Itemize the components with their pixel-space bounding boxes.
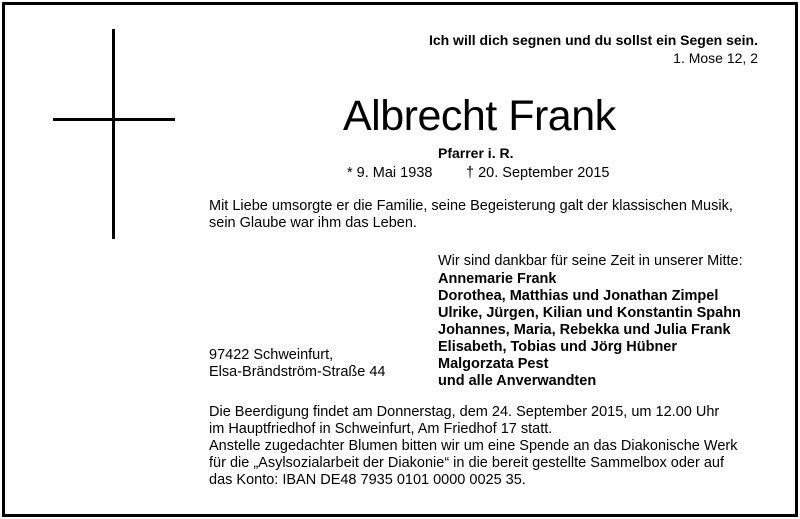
bible-verse: Ich will dich segnen und du sollst ein Segen sein. xyxy=(428,32,758,48)
birth-date: * 9. Mai 1938 xyxy=(347,165,433,181)
funeral-line: für die „Asylsozialarbeit der Diakonie“ in die bereit gestellte Sammelbox oder auf xyxy=(209,455,725,471)
funeral-line: Die Beerdigung findet am Donnerstag, dem 24. September 2015, um 12.00 Uhr xyxy=(209,404,720,420)
death-date: † 20. September 2015 xyxy=(466,165,610,181)
tribute-line: sein Glaube war ihm das Leben. xyxy=(209,215,417,231)
mourner-name: Dorothea, Matthias und Jonathan Zimpel xyxy=(438,288,719,304)
deceased-name: Albrecht Frank xyxy=(343,92,616,140)
deceased-title: Pfarrer i. R. xyxy=(438,145,514,161)
mourner-name: und alle Anverwandten xyxy=(438,373,597,389)
mourner-name: Annemarie Frank xyxy=(438,271,557,287)
funeral-line: im Hauptfriedhof in Schweinfurt, Am Friedhof 17 statt. xyxy=(209,421,553,437)
tribute-text xyxy=(209,198,769,232)
funeral-notice xyxy=(209,404,769,489)
address-city: 97422 Schweinfurt, xyxy=(209,347,334,363)
bible-verse-reference: 1. Mose 12, 2 xyxy=(673,50,758,66)
funeral-line: Anstelle zugedachter Blumen bitten wir um eine Spende an das Diakonische Werk xyxy=(209,438,738,454)
mourner-name: Elisabeth, Tobias und Jörg Hübner xyxy=(438,339,678,355)
mourners-intro: Wir sind dankbar für seine Zeit in unserer Mitte: xyxy=(438,253,743,269)
mourners-list xyxy=(438,271,741,390)
mourner-name: Johannes, Maria, Rebekka und Julia Frank xyxy=(438,322,731,338)
mourner-name: Ulrike, Jürgen, Kilian und Konstantin Spahn xyxy=(438,305,741,321)
family-address xyxy=(209,347,385,381)
funeral-line: das Konto: IBAN DE48 7935 0101 0000 0025 35. xyxy=(209,472,526,488)
address-street: Elsa-Brändström-Straße 44 xyxy=(209,364,386,380)
tribute-line: Mit Liebe umsorgte er die Familie, seine Begeisterung galt der klassischen Musik, xyxy=(209,198,733,214)
mourner-name: Malgorzata Pest xyxy=(438,356,549,372)
